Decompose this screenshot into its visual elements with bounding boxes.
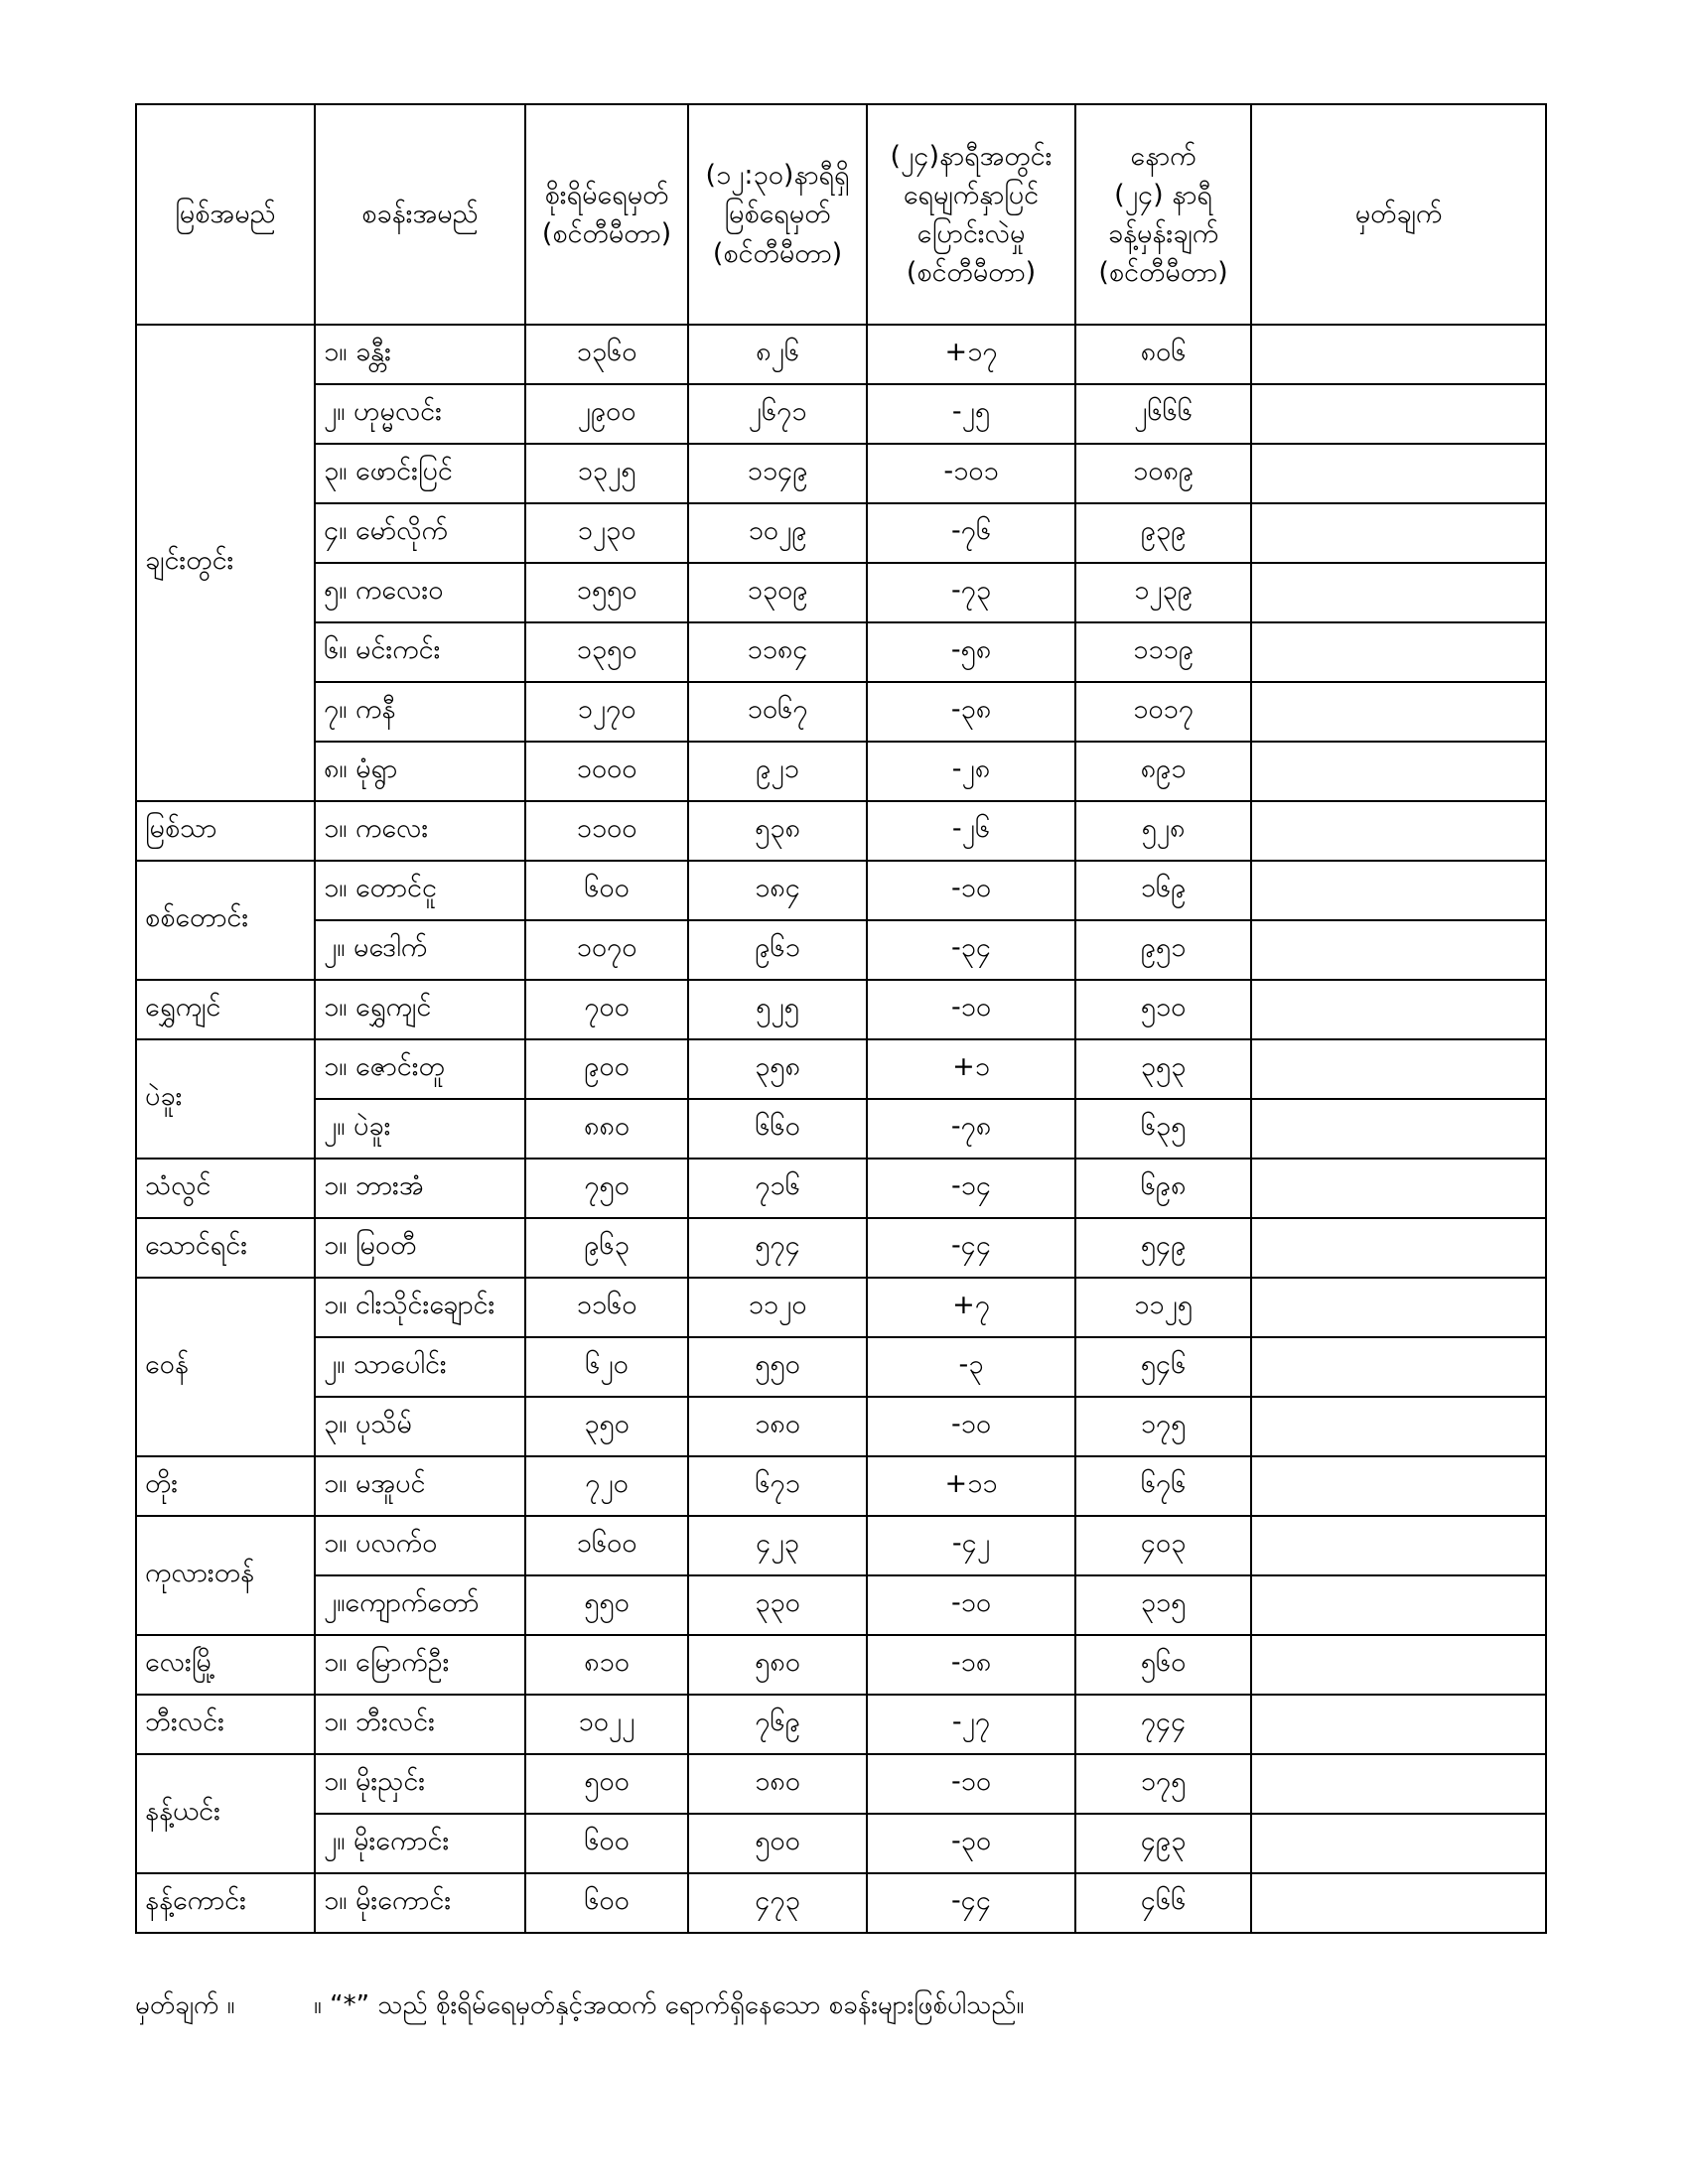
danger-level-cell: ၁၂၇၀ bbox=[525, 682, 688, 742]
remark-cell bbox=[1251, 1695, 1546, 1754]
remark-cell bbox=[1251, 1754, 1546, 1814]
change-cell: -၃၄ bbox=[867, 920, 1075, 980]
change-cell: +၇ bbox=[867, 1278, 1075, 1337]
water-level-cell: ၆၇၁ bbox=[688, 1456, 867, 1516]
forecast-cell: ၁၇၅ bbox=[1075, 1754, 1251, 1814]
forecast-cell: ၁၀၈၉ bbox=[1075, 444, 1251, 503]
danger-level-cell: ၃၅၀ bbox=[525, 1397, 688, 1456]
change-cell: -၄၄ bbox=[867, 1873, 1075, 1933]
table-row bbox=[136, 1575, 1546, 1635]
water-level-cell: ၅၅၀ bbox=[688, 1337, 867, 1397]
table-row bbox=[136, 1814, 1546, 1873]
water-level-cell: ၄၇၃ bbox=[688, 1873, 867, 1933]
danger-level-cell: ၁၁၀၀ bbox=[525, 801, 688, 861]
danger-level-cell: ၆၂၀ bbox=[525, 1337, 688, 1397]
water-level-table bbox=[135, 103, 1547, 1934]
change-cell: -၁၀၁ bbox=[867, 444, 1075, 503]
station-cell: ၁။ တောင်ငူ bbox=[315, 861, 525, 920]
change-cell: -၁၀ bbox=[867, 1575, 1075, 1635]
station-cell: ၆။ မင်းကင်း bbox=[315, 622, 525, 682]
river-name-cell: လေးမြို့ bbox=[136, 1635, 315, 1695]
river-name-cell: ဝေန် bbox=[136, 1278, 315, 1456]
forecast-cell: ၃၁၅ bbox=[1075, 1575, 1251, 1635]
station-cell: ၁။ ရွှေကျင် bbox=[315, 980, 525, 1039]
forecast-cell: ၆၃၅ bbox=[1075, 1099, 1251, 1159]
river-name-cell: မြစ်သာ bbox=[136, 801, 315, 861]
remark-cell bbox=[1251, 1159, 1546, 1218]
forecast-cell: ၄၀၃ bbox=[1075, 1516, 1251, 1575]
table-row bbox=[136, 1337, 1546, 1397]
water-level-cell: ၁၈၄ bbox=[688, 861, 867, 920]
change-cell: -၂၆ bbox=[867, 801, 1075, 861]
header-line: ခန့်မှန်းချက် bbox=[1107, 218, 1219, 249]
forecast-cell: ၁၁၂၅ bbox=[1075, 1278, 1251, 1337]
remark-cell bbox=[1251, 861, 1546, 920]
water-level-cell: ၅၀၀ bbox=[688, 1814, 867, 1873]
river-name-cell: ပဲခူး bbox=[136, 1039, 315, 1159]
danger-level-cell: ၅၅၀ bbox=[525, 1575, 688, 1635]
remark-cell bbox=[1251, 563, 1546, 622]
remark-cell bbox=[1251, 801, 1546, 861]
water-level-cell: ၅၂၅ bbox=[688, 980, 867, 1039]
change-cell: -၁၀ bbox=[867, 861, 1075, 920]
danger-level-cell: ၁၁၆၀ bbox=[525, 1278, 688, 1337]
footnote bbox=[135, 1987, 1545, 2026]
station-cell: ၂။ မိုးကောင်း bbox=[315, 1814, 525, 1873]
water-level-cell: ၅၇၄ bbox=[688, 1218, 867, 1278]
water-level-cell: ၂၆၇၁ bbox=[688, 384, 867, 444]
danger-level-cell: ၉၀၀ bbox=[525, 1039, 688, 1099]
remark-cell bbox=[1251, 503, 1546, 563]
danger-level-cell: ၁၆၀၀ bbox=[525, 1516, 688, 1575]
station-cell: ၁။ ဘီးလင်း bbox=[315, 1695, 525, 1754]
station-cell: ၅။ ကလေးဝ bbox=[315, 563, 525, 622]
table-row bbox=[136, 1278, 1546, 1337]
change-cell: -၃၀ bbox=[867, 1814, 1075, 1873]
station-cell: ၁။ မြဝတီ bbox=[315, 1218, 525, 1278]
remark-cell bbox=[1251, 1873, 1546, 1933]
forecast-cell: ၆၉၈ bbox=[1075, 1159, 1251, 1218]
station-cell: ၁။ ဇောင်းတူ bbox=[315, 1039, 525, 1099]
header-line: နောက် bbox=[1130, 140, 1196, 172]
header-line: (၁၂:၃၀)နာရီရှိ bbox=[705, 160, 850, 192]
forecast-cell: ၈၀၆ bbox=[1075, 325, 1251, 384]
change-cell: -၁၈ bbox=[867, 1635, 1075, 1695]
table-row bbox=[136, 980, 1546, 1039]
water-level-cell: ၁၈၀ bbox=[688, 1754, 867, 1814]
danger-level-cell: ၁၃၅၀ bbox=[525, 622, 688, 682]
forecast-cell: ၃၅၃ bbox=[1075, 1039, 1251, 1099]
table-row bbox=[136, 503, 1546, 563]
remark-cell bbox=[1251, 1039, 1546, 1099]
header-forecast bbox=[1075, 104, 1251, 325]
remark-cell bbox=[1251, 1456, 1546, 1516]
table-row bbox=[136, 1516, 1546, 1575]
header-remark bbox=[1251, 104, 1546, 325]
forecast-cell: ၁၇၅ bbox=[1075, 1397, 1251, 1456]
change-cell: -၁၀ bbox=[867, 980, 1075, 1039]
header-line: (၂၄)နာရီအတွင်း bbox=[890, 140, 1053, 172]
station-cell: ၁။ မိုးကောင်း bbox=[315, 1873, 525, 1933]
station-cell: ၃။ ပုသိမ် bbox=[315, 1397, 525, 1456]
river-name-cell: ချင်းတွင်း bbox=[136, 325, 315, 801]
table-row bbox=[136, 1397, 1546, 1456]
danger-level-cell: ၁၀၀၀ bbox=[525, 742, 688, 801]
station-cell: ၇။ ကနီ bbox=[315, 682, 525, 742]
change-cell: -၂၈ bbox=[867, 742, 1075, 801]
remark-cell bbox=[1251, 980, 1546, 1039]
change-cell: +၁၇ bbox=[867, 325, 1075, 384]
change-cell: -၂၅ bbox=[867, 384, 1075, 444]
danger-level-cell: ၈၁၀ bbox=[525, 1635, 688, 1695]
danger-level-cell: ၁၃၆၀ bbox=[525, 325, 688, 384]
forecast-cell: ၈၉၁ bbox=[1075, 742, 1251, 801]
change-cell: -၇၃ bbox=[867, 563, 1075, 622]
table-row bbox=[136, 801, 1546, 861]
river-name-cell: ကုလားတန် bbox=[136, 1516, 315, 1635]
header-row bbox=[136, 104, 1546, 325]
table-row bbox=[136, 742, 1546, 801]
change-cell: -၇၈ bbox=[867, 1099, 1075, 1159]
station-cell: ၂။ သာပေါင်း bbox=[315, 1337, 525, 1397]
danger-level-cell: ၁၀၂၂ bbox=[525, 1695, 688, 1754]
header-line: (စင်တီမီတာ) bbox=[712, 237, 843, 269]
table-row bbox=[136, 563, 1546, 622]
remark-cell bbox=[1251, 920, 1546, 980]
change-cell: -၃၈ bbox=[867, 682, 1075, 742]
change-cell: +၁ bbox=[867, 1039, 1075, 1099]
station-cell: ၁။ မြောက်ဦး bbox=[315, 1635, 525, 1695]
table-row bbox=[136, 1456, 1546, 1516]
table-row bbox=[136, 1159, 1546, 1218]
footnote-text: ။ “*” သည် စိုးရိမ်ရေမှတ်နှင့်အထက် ရောက်ရှိနေသော စခန်းများဖြစ်ပါသည်။ bbox=[314, 1990, 1025, 2020]
danger-level-cell: ၁၅၅၀ bbox=[525, 563, 688, 622]
header-line: စိုးရိမ်ရေမှတ် bbox=[544, 179, 669, 210]
change-cell: -၄၄ bbox=[867, 1218, 1075, 1278]
water-level-cell: ၁၁၄၉ bbox=[688, 444, 867, 503]
water-level-cell: ၄၂၃ bbox=[688, 1516, 867, 1575]
water-level-cell: ၆၆၀ bbox=[688, 1099, 867, 1159]
remark-cell bbox=[1251, 1814, 1546, 1873]
table-row bbox=[136, 861, 1546, 920]
header-24h-change bbox=[867, 104, 1075, 325]
forecast-cell: ၆၇၆ bbox=[1075, 1456, 1251, 1516]
change-cell: -၁၀ bbox=[867, 1754, 1075, 1814]
remark-cell bbox=[1251, 384, 1546, 444]
danger-level-cell: ၉၆၃ bbox=[525, 1218, 688, 1278]
river-name-cell: တိုး bbox=[136, 1456, 315, 1516]
danger-level-cell: ၆၀၀ bbox=[525, 1814, 688, 1873]
remark-cell bbox=[1251, 1516, 1546, 1575]
table-row bbox=[136, 920, 1546, 980]
water-level-cell: ၅၃၈ bbox=[688, 801, 867, 861]
station-cell: ၁။ ငါးသိုင်းချောင်း bbox=[315, 1278, 525, 1337]
station-cell: ၂။ကျောက်တော် bbox=[315, 1575, 525, 1635]
header-line: မြစ်ရေမှတ် bbox=[724, 199, 831, 230]
table-row bbox=[136, 622, 1546, 682]
danger-level-cell: ၆၀၀ bbox=[525, 861, 688, 920]
change-cell: -၁၀ bbox=[867, 1397, 1075, 1456]
remark-cell bbox=[1251, 444, 1546, 503]
change-cell: +၁၁ bbox=[867, 1456, 1075, 1516]
river-name-cell: ဘီးလင်း bbox=[136, 1695, 315, 1754]
water-level-cell: ၁၈၀ bbox=[688, 1397, 867, 1456]
forecast-cell: ၂၆၆၆ bbox=[1075, 384, 1251, 444]
table-row bbox=[136, 444, 1546, 503]
water-level-cell: ၁၃၀၉ bbox=[688, 563, 867, 622]
river-name-cell: နန့်ကောင်း bbox=[136, 1873, 315, 1933]
table-row bbox=[136, 384, 1546, 444]
header-danger-level bbox=[525, 104, 688, 325]
station-cell: ၁။ ခန္တီး bbox=[315, 325, 525, 384]
remark-cell bbox=[1251, 742, 1546, 801]
water-level-cell: ၃၅၈ bbox=[688, 1039, 867, 1099]
table-row bbox=[136, 1218, 1546, 1278]
water-level-cell: ၁၀၂၉ bbox=[688, 503, 867, 563]
table-row bbox=[136, 1873, 1546, 1933]
footnote-label: မှတ်ချက် ။ bbox=[135, 1990, 235, 2020]
water-level-cell: ၁၀၆၇ bbox=[688, 682, 867, 742]
river-name-cell: စစ်တောင်း bbox=[136, 861, 315, 980]
header-station bbox=[315, 104, 525, 325]
river-name-cell: သံလွင် bbox=[136, 1159, 315, 1218]
forecast-cell: ၉၃၉ bbox=[1075, 503, 1251, 563]
station-cell: ၃။ ဖောင်းပြင် bbox=[315, 444, 525, 503]
header-line: မှတ်ချက် bbox=[1354, 199, 1443, 230]
change-cell: -၂၇ bbox=[867, 1695, 1075, 1754]
header-river bbox=[136, 104, 315, 325]
header-line: (၂၄) နာရီ bbox=[1114, 179, 1212, 210]
station-cell: ၁။ ကလေး bbox=[315, 801, 525, 861]
danger-level-cell: ၇၅၀ bbox=[525, 1159, 688, 1218]
water-level-cell: ၇၁၆ bbox=[688, 1159, 867, 1218]
change-cell: -၁၄ bbox=[867, 1159, 1075, 1218]
station-cell: ၁။ ဘားအံ bbox=[315, 1159, 525, 1218]
remark-cell bbox=[1251, 1278, 1546, 1337]
forecast-cell: ၅၂၈ bbox=[1075, 801, 1251, 861]
change-cell: -၇၆ bbox=[867, 503, 1075, 563]
remark-cell bbox=[1251, 1218, 1546, 1278]
remark-cell bbox=[1251, 1575, 1546, 1635]
danger-level-cell: ၇၂၀ bbox=[525, 1456, 688, 1516]
table-row bbox=[136, 325, 1546, 384]
water-level-cell: ၇၆၉ bbox=[688, 1695, 867, 1754]
table-row bbox=[136, 682, 1546, 742]
danger-level-cell: ၁၀၇၀ bbox=[525, 920, 688, 980]
danger-level-cell: ၈၈၀ bbox=[525, 1099, 688, 1159]
water-level-cell: ၉၂၁ bbox=[688, 742, 867, 801]
header-line: (စင်တီမီတာ) bbox=[906, 257, 1037, 289]
water-level-cell: ၁၁၂၀ bbox=[688, 1278, 867, 1337]
forecast-cell: ၅၁၀ bbox=[1075, 980, 1251, 1039]
forecast-cell: ၅၄၆ bbox=[1075, 1337, 1251, 1397]
station-cell: ၂။ ပဲခူး bbox=[315, 1099, 525, 1159]
table-row bbox=[136, 1695, 1546, 1754]
station-cell: ၁။ မအူပင် bbox=[315, 1456, 525, 1516]
forecast-cell: ၁၁၁၉ bbox=[1075, 622, 1251, 682]
remark-cell bbox=[1251, 1635, 1546, 1695]
table-row bbox=[136, 1635, 1546, 1695]
danger-level-cell: ၇၀၀ bbox=[525, 980, 688, 1039]
remark-cell bbox=[1251, 1099, 1546, 1159]
header-line: ပြောင်းလဲမှု bbox=[916, 218, 1026, 249]
remark-cell bbox=[1251, 1397, 1546, 1456]
danger-level-cell: ၂၉၀၀ bbox=[525, 384, 688, 444]
table-row bbox=[136, 1754, 1546, 1814]
water-level-cell: ၁၁၈၄ bbox=[688, 622, 867, 682]
river-name-cell: သောင်ရင်း bbox=[136, 1218, 315, 1278]
station-cell: ၁။ ပလက်ဝ bbox=[315, 1516, 525, 1575]
header-current-level bbox=[688, 104, 867, 325]
header-line: စခန်းအမည် bbox=[361, 199, 479, 230]
remark-cell bbox=[1251, 325, 1546, 384]
forecast-cell: ၁၀၁၇ bbox=[1075, 682, 1251, 742]
remark-cell bbox=[1251, 622, 1546, 682]
water-level-cell: ၅၈၀ bbox=[688, 1635, 867, 1695]
station-cell: ၈။ မုံရွာ bbox=[315, 742, 525, 801]
header-line: ရေမျက်နှာပြင် bbox=[903, 179, 1040, 210]
forecast-cell: ၉၅၁ bbox=[1075, 920, 1251, 980]
river-name-cell: နန့်ယင်း bbox=[136, 1754, 315, 1873]
water-level-cell: ၉၆၁ bbox=[688, 920, 867, 980]
table-row bbox=[136, 1099, 1546, 1159]
danger-level-cell: ၁၂၃၀ bbox=[525, 503, 688, 563]
danger-level-cell: ၅၀၀ bbox=[525, 1754, 688, 1814]
danger-level-cell: ၁၃၂၅ bbox=[525, 444, 688, 503]
station-cell: ၂။ မဒေါက် bbox=[315, 920, 525, 980]
header-line: (စင်တီမီတာ) bbox=[541, 218, 672, 249]
forecast-cell: ၅၄၉ bbox=[1075, 1218, 1251, 1278]
remark-cell bbox=[1251, 682, 1546, 742]
water-level-cell: ၈၂၆ bbox=[688, 325, 867, 384]
change-cell: -၃ bbox=[867, 1337, 1075, 1397]
change-cell: -၅၈ bbox=[867, 622, 1075, 682]
remark-cell bbox=[1251, 1337, 1546, 1397]
station-cell: ၂။ ဟုမ္မလင်း bbox=[315, 384, 525, 444]
forecast-cell: ၁၆၉ bbox=[1075, 861, 1251, 920]
header-line: မြစ်အမည် bbox=[175, 199, 276, 230]
table-row bbox=[136, 1039, 1546, 1099]
forecast-cell: ၅၆၀ bbox=[1075, 1635, 1251, 1695]
station-cell: ၄။ မော်လိုက် bbox=[315, 503, 525, 563]
danger-level-cell: ၆၀၀ bbox=[525, 1873, 688, 1933]
change-cell: -၄၂ bbox=[867, 1516, 1075, 1575]
forecast-cell: ၇၄၄ bbox=[1075, 1695, 1251, 1754]
forecast-cell: ၄၉၃ bbox=[1075, 1814, 1251, 1873]
table-body bbox=[136, 325, 1546, 1933]
forecast-cell: ၄၆၆ bbox=[1075, 1873, 1251, 1933]
header-line: (စင်တီမီတာ) bbox=[1098, 257, 1228, 289]
forecast-cell: ၁၂၃၉ bbox=[1075, 563, 1251, 622]
river-name-cell: ရွှေကျင် bbox=[136, 980, 315, 1039]
water-level-cell: ၃၃၀ bbox=[688, 1575, 867, 1635]
station-cell: ၁။ မိုးညှင်း bbox=[315, 1754, 525, 1814]
